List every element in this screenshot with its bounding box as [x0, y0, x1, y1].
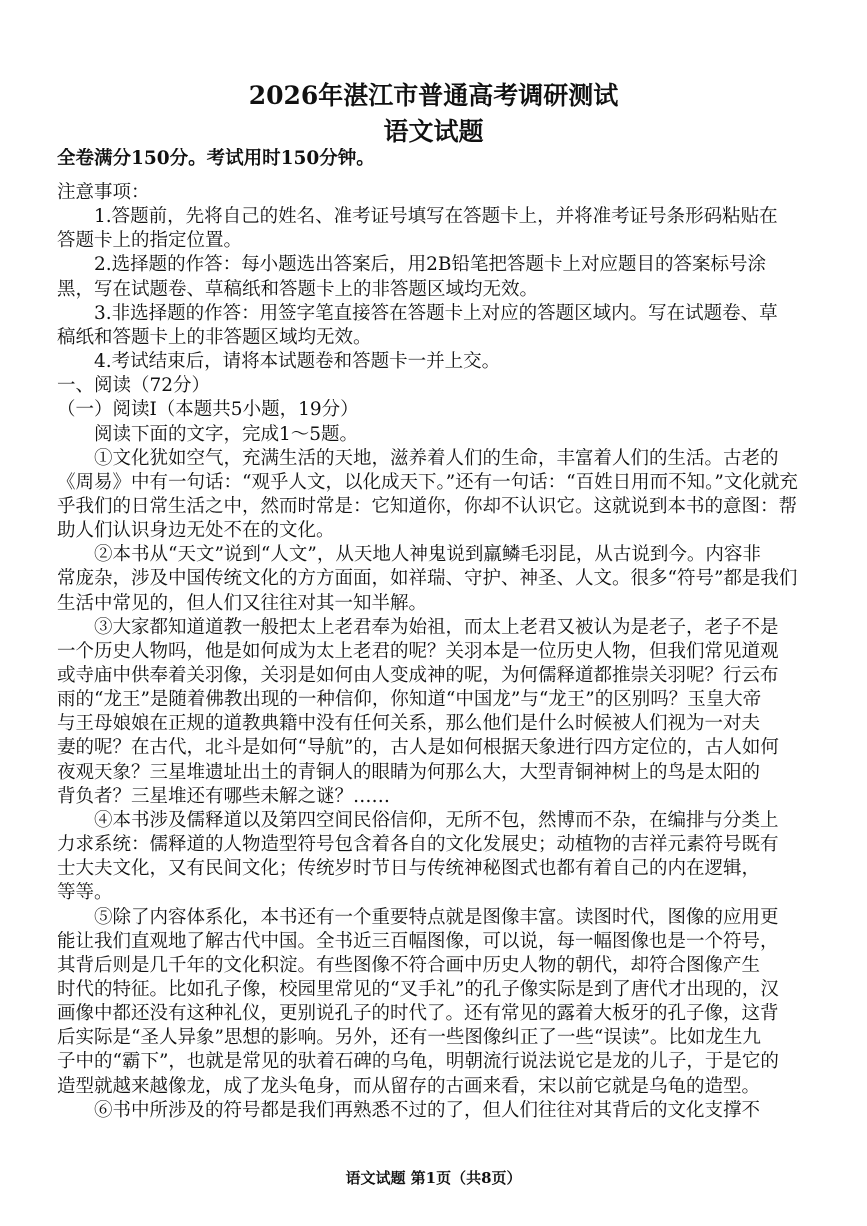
text-line: 黑，写在试题卷、草稿纸和答题卡上的非答题区域均无效。 — [57, 278, 539, 300]
text-line: 一个历史人物吗，他是如何成为太上老君的呢？关羽本是一位历史人物，但我们常见道观 — [57, 640, 779, 662]
text-line: 与王母娘娘在正规的道教典籍中没有任何关系，那么他们是什么时候被人们视为一对夫 — [57, 713, 761, 735]
text-line: 其背后则是几千年的文化积淀。有些图像不符合画中历史人物的朝代，却符合图像产生 — [57, 954, 761, 976]
text-line: ①文化犹如空气，充满生活的天地，滋养着人们的生命，丰富着人们的生活。古老的 — [57, 447, 779, 469]
text-line: 常庞杂，涉及中国传统文化的方方面面，如祥瑞、守护、神圣、人文。很多“符号”都是我们 — [57, 568, 798, 590]
text-line: 助人们认识身边无处不在的文化。 — [57, 520, 335, 542]
text-line: 妻的呢？在古代，北斗是如何“导航”的，古人是如何根据天象进行四方定位的，古人如何 — [57, 737, 779, 759]
text-line: 雨的“龙王”是随着佛教出现的一种信仰，你知道“中国龙”与“龙王”的区别吗？玉皇大帝 — [57, 689, 762, 711]
text-line: 稿纸和答题卡上的非答题区域均无效。 — [57, 326, 372, 348]
text-line: 乎我们的日常生活之中，然而时常是：它知道你，你却不认识它。这就说到本书的意图：帮 — [57, 495, 798, 517]
text-line: 生活中常见的，但人们又往往对其一知半解。 — [57, 592, 428, 614]
text-line: 士大夫文化，又有民间文化；传统岁时节日与传统神秘图式也都有着自己的内在逻辑， — [57, 858, 761, 880]
text-line: 或寺庙中供奉着关羽像，关羽是如何由人变成神的呢，为何儒释道都推崇关羽呢？行云布 — [57, 665, 779, 686]
score-info: 全卷满分150分。考试用时150分钟。 — [57, 148, 375, 169]
text-line: ②本书从“天文”说到“人文”，从天地人神鬼说到羸鳞毛羽昆，从古说到今。内容非 — [57, 544, 761, 566]
text-line: 3.非选择题的作答：用签字笔直接答在答题卡上对应的答题区域内。写在试题卷、草 — [57, 302, 778, 324]
text-line: 一、阅读（72分） — [57, 375, 211, 397]
text-line: 造型就越来越像龙，成了龙头龟身，而从留存的古画来看，宋以前它就是乌龟的造型。 — [57, 1075, 761, 1097]
text-line: 画像中都还没有这种礼仪，更别说孔子的时代了。还有常见的露着大板牙的孔子像，这背 — [57, 1003, 779, 1025]
text-line: 阅读下面的文字，完成1～5题。 — [57, 423, 359, 445]
exam-subject: 语文试题 — [383, 117, 484, 146]
text-line: 时代的特征。比如孔子像，校园里常见的“叉手礼”的孔子像实际是到了唐代才出现的，汉 — [57, 978, 779, 1000]
text-line: ⑥书中所涉及的符号都是我们再熟悉不过的了，但人们往往对其背后的文化支撑不 — [57, 1099, 761, 1121]
text-line: 《周易》中有一句话：“观乎人文，以化成天下。”还有一句话：“百姓日用而不知。”文化就充 — [57, 471, 798, 493]
text-line: 力求系统：儒释道的人物造型符号包含着各自的文化发展史；动植物的吉祥元素符号既有 — [57, 834, 779, 855]
text-line: ④本书涉及儒释道以及第四空间民俗信仰，无所不包，然博而不杂，在编排与分类上 — [57, 809, 779, 831]
text-line: 等等。 — [57, 882, 113, 904]
text-line: 注意事项： — [57, 182, 150, 203]
text-line: 子中的“霸下”，也就是常见的驮着石碑的乌龟，明朝流行说法说它是龙的儿子，于是它的 — [57, 1051, 779, 1073]
text-line: 4.考试结束后，请将本试题卷和答题卡一并上交。 — [57, 351, 501, 372]
page-footer: 语文试题 第1页（共8页） — [345, 1169, 522, 1187]
text-line: 夜观天象？三星堆遗址出土的青铜人的眼睛为何那么大，大型青铜神树上的鸟是太阳的 — [57, 761, 761, 783]
text-line: 能让我们直观地了解古代中国。全书近三百幅图像，可以说，每一幅图像也是一个符号， — [57, 930, 779, 952]
exam-title: 2026年湛江市普通高考调研测试 — [248, 81, 619, 110]
text-line: 后实际是“圣人异象”思想的影响。另外，还有一些图像纠正了一些“误读”。比如龙生九 — [57, 1027, 761, 1049]
text-line: ③大家都知道道教一般把太上老君奉为始祖，而太上老君又被认为是老子，老子不是 — [57, 616, 779, 638]
text-line: （一）阅读Ⅰ（本题共5小题，19分） — [57, 399, 359, 421]
text-line: 背负者？三星堆还有哪些未解之谜？…… — [57, 785, 391, 807]
text-line: 1.答题前，先将自己的姓名、准考证号填写在答题卡上，并将准考证号条形码粘贴在 — [57, 206, 778, 228]
text-line: 答题卡上的指定位置。 — [57, 230, 243, 252]
text-line: 2.选择题的作答：每小题选出答案后，用2B铅笔把答题卡上对应题目的答案标号涂 — [57, 254, 767, 276]
text-line: ⑤除了内容体系化，本书还有一个重要特点就是图像丰富。读图时代，图像的应用更 — [57, 906, 779, 928]
